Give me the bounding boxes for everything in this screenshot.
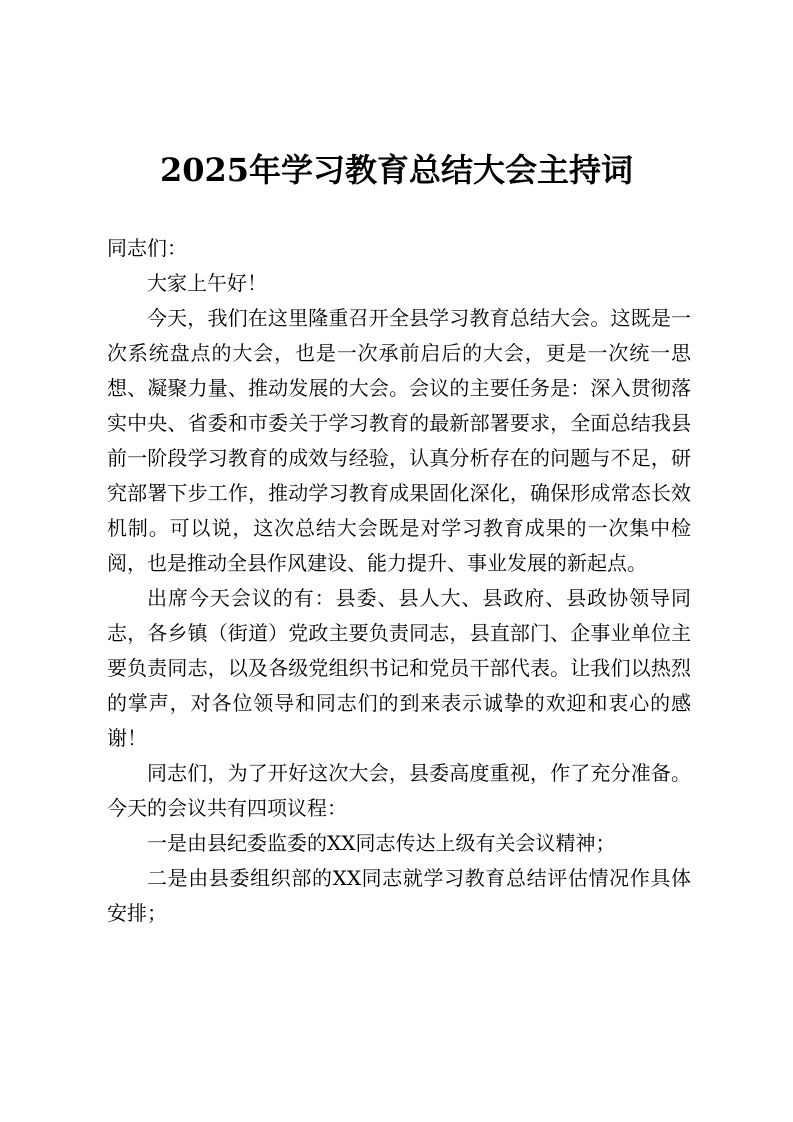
document-title: 2025年学习教育总结大会主持词 [159,151,634,189]
document-body [107,231,691,931]
paragraph-agenda-intro: 同志们，为了开好这次大会，县委高度重视，作了充分准备。今天的会议共有四项议程： [107,761,691,820]
paragraph-attendees: 出席今天会议的有：县委、县人大、县政府、县政协领导同志，各乡镇（街道）党政主要负责同志，县直部门、企事业单位主要负责同志，以及各级党组织书记和党员干部代表。让我们以热烈的掌声，对各位领导和同志们的到来表示诚挚的欢迎和衷心的感谢！ [107,586,691,750]
paragraph-greeting: 大家上午好！ [147,271,267,295]
paragraph-agenda-item-2: 二是由县委组织部的XX同志就学习教育总结评估情况作具体安排； [107,866,691,925]
paragraph-meeting-purpose: 今天，我们在这里隆重召开全县学习教育总结大会。这既是一次系统盘点的大会，也是一次承前启后的大会，更是一次统一思想、凝聚力量、推动发展的大会。会议的主要任务是：深入贯彻落实中央、省委和市委关于学习教育的最新部署要求，全面总结我县前一阶段学习教育的成效与经验，认真分析存在的问题与不足，研究部署下步工作，推动学习教育成果固化深化，确保形成常态长效机制。可以说，这次总结大会既是对学习教育成果的一次集中检阅，也是推动全县作风建设、能力提升、事业发展的新起点。 [107,306,691,575]
paragraph-agenda-item-1: 一是由县纪委监委的XX同志传达上级有关会议精神； [147,831,616,855]
salutation: 同志们： [107,236,187,260]
